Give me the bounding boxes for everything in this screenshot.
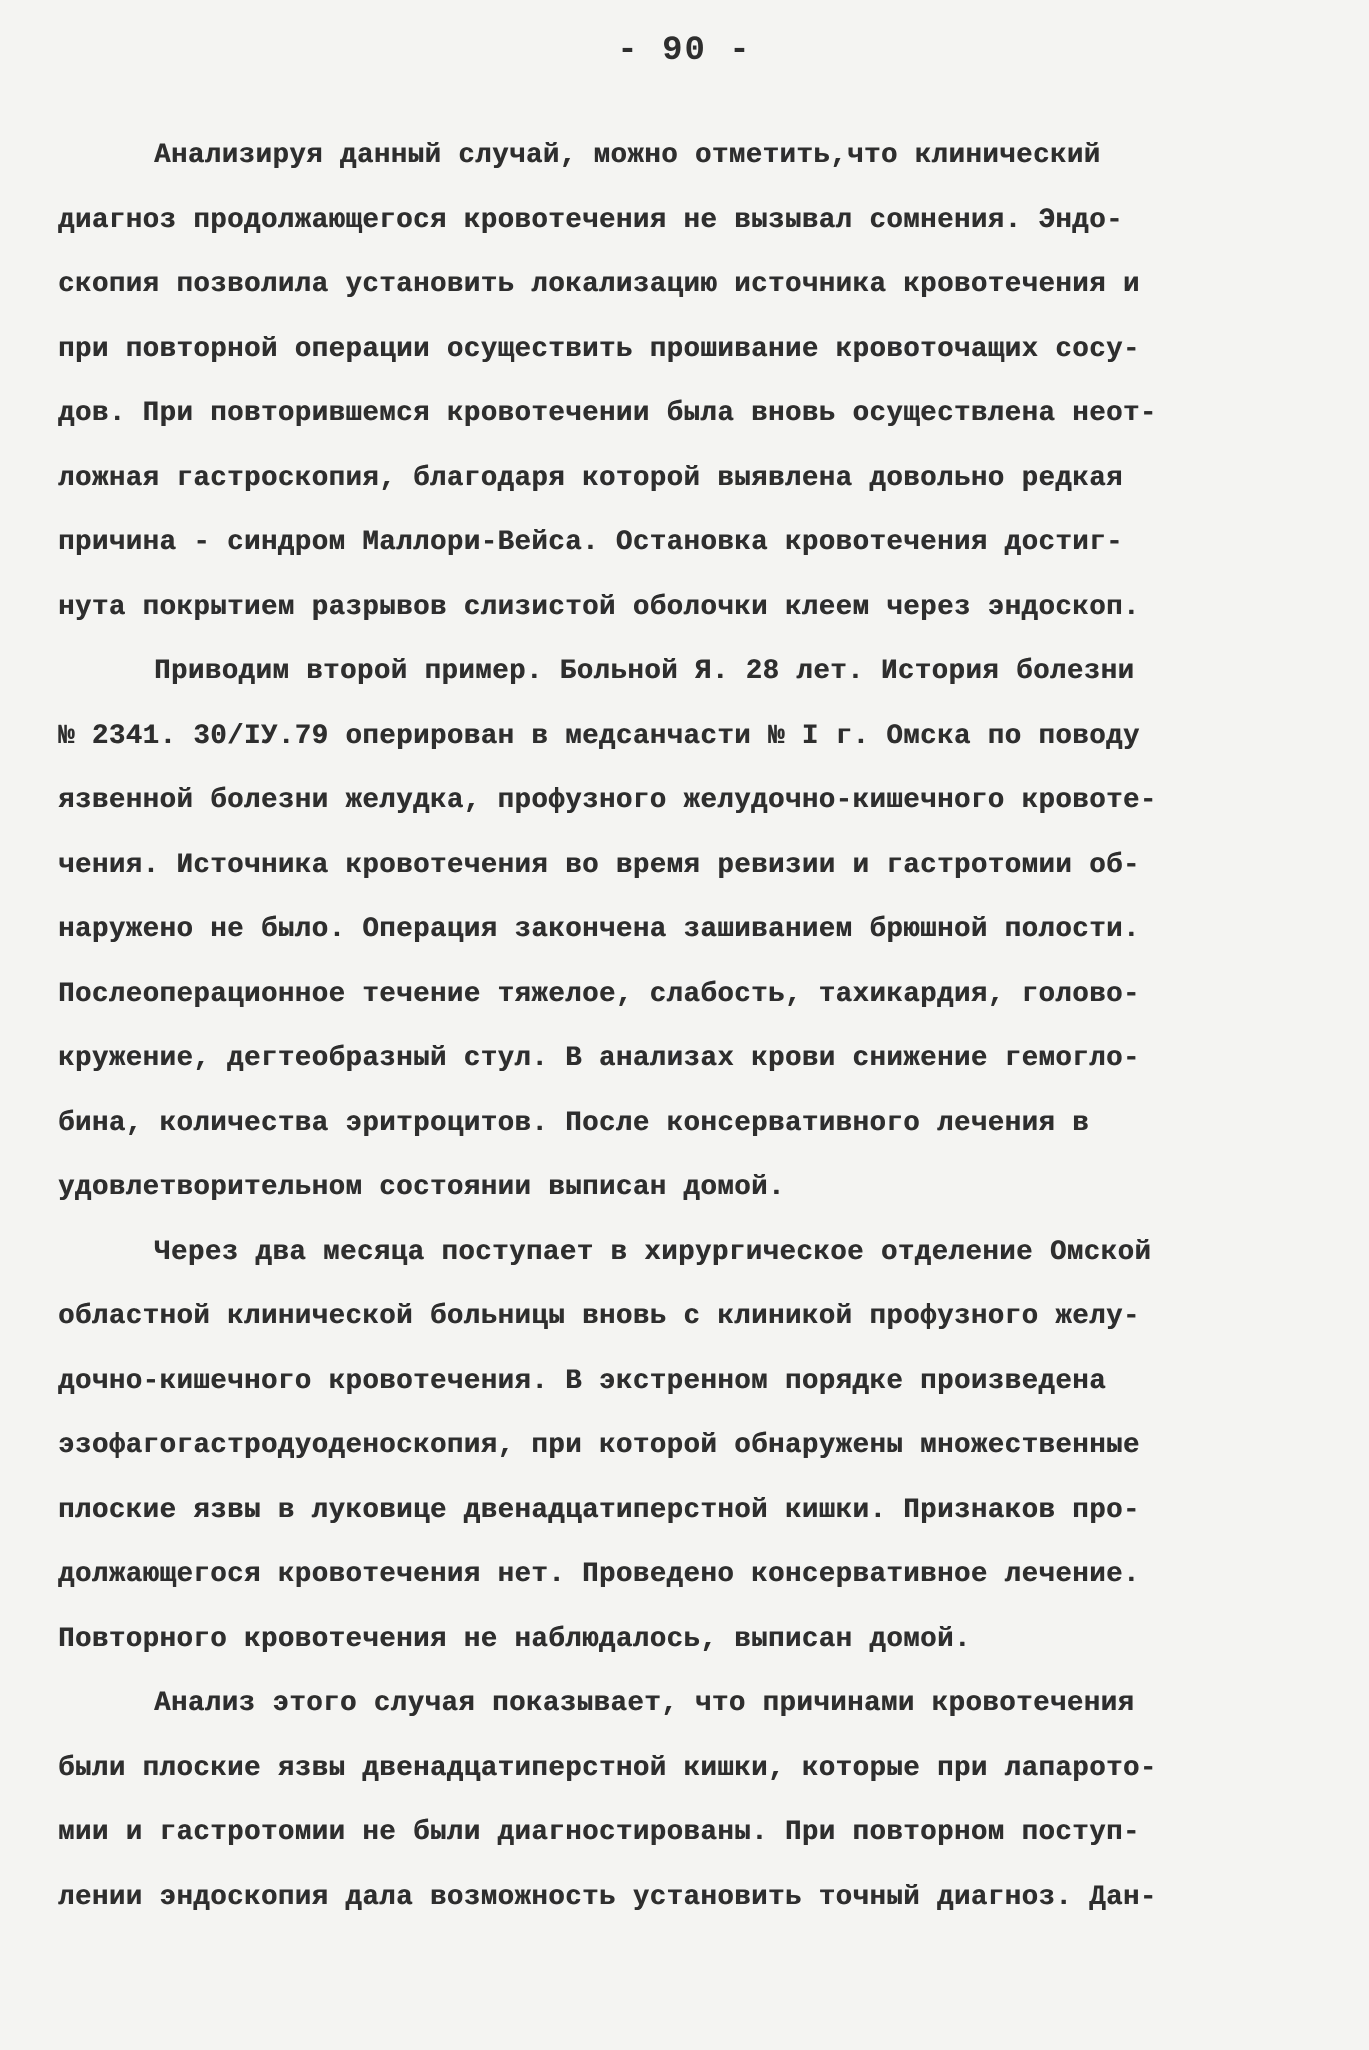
text-line: скопия позволила установить локализацию источника кровотечения и — [58, 269, 1140, 300]
text-line: были плоские язвы двенадцатиперстной кишки, которые при лапарото- — [58, 1752, 1157, 1784]
text-line: Повторного кровотечения не наблюдалось, выписан домой. — [58, 1623, 971, 1655]
text-line: Анализ этого случая показывает, что причинами кровотечения — [154, 1688, 1135, 1719]
text-line: язвенной болезни желудка, профузного желудочно-кишечного кровоте- — [58, 785, 1157, 816]
text-line: дов. При повторившемся кровотечении была вновь осуществлена неот- — [58, 398, 1157, 429]
text-line: Приводим второй пример. Больной Я. 28 лет. История болезни — [154, 656, 1135, 687]
text-line: наружено не было. Операция закончена зашиванием брюшной полости. — [58, 914, 1140, 945]
text-line: ложная гастроскопия, благодаря которой выявлена довольно редкая — [58, 462, 1123, 494]
text-line: плоские язвы в луковице двенадцатиперстной кишки. Признаков про- — [58, 1494, 1140, 1526]
text-line: № 2341. 30/IУ.79 оперирован в медсанчасти № I г. Омска по поводу — [58, 720, 1140, 752]
text-line: Через два месяца поступает в хирургическое отделение Омской — [154, 1236, 1152, 1268]
text-line: нута покрытием разрывов слизистой оболочки клеем через эндоскоп. — [58, 591, 1140, 623]
text-line: мии и гастротомии не были диагностированы. При повторном поступ- — [58, 1817, 1140, 1848]
text-line: удовлетворительном состоянии выписан домой. — [58, 1172, 785, 1203]
text-line: должающегося кровотечения нет. Проведено консервативное лечение. — [58, 1559, 1140, 1590]
text-line: лении эндоскопия дала возможность установить точный диагноз. Дан- — [58, 1881, 1157, 1913]
text-line: диагноз продолжающегося кровотечения не вызывал сомнения. Эндо- — [58, 204, 1123, 236]
text-line: эзофагогастродуоденоскопия, при которой обнаружены множественные — [58, 1430, 1140, 1461]
page-number: - 90 - — [617, 32, 752, 70]
text-line: при повторной операции осуществить прошивание кровоточащих сосу- — [58, 333, 1140, 365]
text-line: дочно-кишечного кровотечения. В экстренном порядке произведена — [58, 1365, 1106, 1397]
text-line: чения. Источника кровотечения во время ревизии и гастротомии об- — [58, 849, 1140, 881]
text-line: Послеоперационное течение тяжелое, слабость, тахикардия, голово- — [58, 978, 1140, 1010]
text-line: Анализируя данный случай, можно отметить,что клинический — [154, 140, 1101, 171]
text-line: областной клинической больницы вновь с клиникой профузного желу- — [58, 1301, 1140, 1332]
body-text — [58, 124, 1318, 1930]
text-line: бина, количества эритроцитов. После консервативного лечения в — [58, 1107, 1090, 1139]
text-line: кружение, дегтеобразный стул. В анализах крови снижение гемогло- — [58, 1043, 1140, 1074]
text-line: причина - синдром Маллори-Вейса. Остановка кровотечения достиг- — [58, 527, 1123, 558]
